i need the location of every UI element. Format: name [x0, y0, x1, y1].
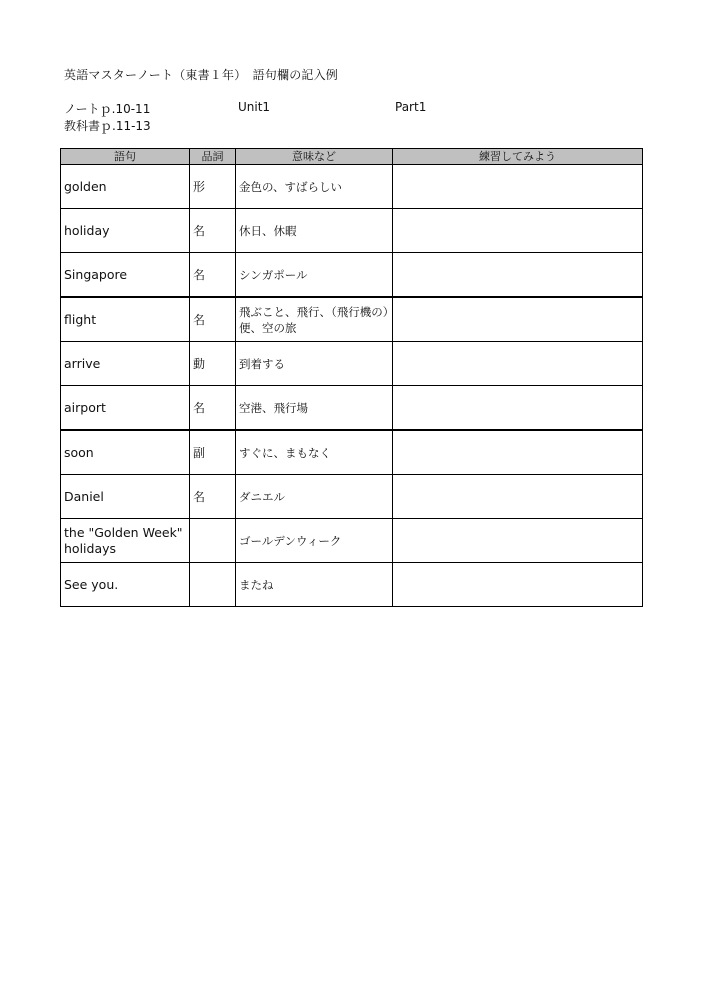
- practice-cell[interactable]: [393, 430, 643, 475]
- pos-cell: 名: [190, 386, 236, 431]
- word-cell: Singapore: [61, 253, 190, 298]
- table-row: [61, 475, 643, 519]
- pos-cell: 動: [190, 342, 236, 386]
- word-cell: See you.: [61, 563, 190, 607]
- part-label: Part1: [395, 100, 427, 114]
- meaning-cell: すぐに、まもなく: [236, 430, 393, 475]
- meaning-cell: 休日、休暇: [236, 209, 393, 253]
- word-cell: Daniel: [61, 475, 190, 519]
- practice-cell[interactable]: [393, 519, 643, 563]
- pos-cell: 名: [190, 253, 236, 298]
- pos-cell: 名: [190, 209, 236, 253]
- practice-cell[interactable]: [393, 253, 643, 298]
- practice-cell[interactable]: [393, 386, 643, 431]
- column-header-pos: 品詞: [190, 149, 236, 165]
- table-row: [61, 563, 643, 607]
- meaning-cell: ゴールデンウィーク: [236, 519, 393, 563]
- word-cell: golden: [61, 165, 190, 209]
- practice-cell[interactable]: [393, 342, 643, 386]
- column-header-meaning: 意味など: [236, 149, 393, 165]
- column-header-practice: 練習してみよう: [393, 149, 643, 165]
- pos-cell: [190, 519, 236, 563]
- page-title: 英語マスターノート（東書１年） 語句欄の記入例: [64, 68, 339, 82]
- vocabulary-table: [60, 148, 643, 607]
- word-cell: soon: [61, 430, 190, 475]
- practice-cell[interactable]: [393, 563, 643, 607]
- pos-cell: 副: [190, 430, 236, 475]
- meaning-cell: 飛ぶこと、飛行、（飛行機の）便、空の旅: [236, 297, 393, 342]
- pos-cell: [190, 563, 236, 607]
- word-cell: flight: [61, 297, 190, 342]
- table-row: [61, 253, 643, 298]
- meaning-cell: シンガポール: [236, 253, 393, 298]
- meaning-cell: またね: [236, 563, 393, 607]
- word-cell: airport: [61, 386, 190, 431]
- pos-cell: 名: [190, 475, 236, 519]
- table-row: [61, 297, 643, 342]
- meaning-cell: 金色の、すばらしい: [236, 165, 393, 209]
- table-row: [61, 519, 643, 563]
- practice-cell[interactable]: [393, 297, 643, 342]
- pos-cell: 名: [190, 297, 236, 342]
- pos-cell: 形: [190, 165, 236, 209]
- table-row: [61, 209, 643, 253]
- meaning-cell: 到着する: [236, 342, 393, 386]
- table-row: [61, 165, 643, 209]
- table-row: [61, 386, 643, 431]
- word-cell: the "Golden Week" holidays: [61, 519, 190, 563]
- word-cell: arrive: [61, 342, 190, 386]
- table-row: [61, 342, 643, 386]
- note-page-reference: ノートｐ.10-11: [64, 102, 151, 116]
- textbook-page-reference: 教科書ｐ.11-13: [64, 119, 151, 133]
- column-header-word: 語句: [61, 149, 190, 165]
- practice-cell[interactable]: [393, 475, 643, 519]
- table-row: [61, 430, 643, 475]
- practice-cell[interactable]: [393, 165, 643, 209]
- meaning-cell: 空港、飛行場: [236, 386, 393, 431]
- unit-label: Unit1: [238, 100, 271, 114]
- table-header-row: [61, 149, 643, 165]
- practice-cell[interactable]: [393, 209, 643, 253]
- meaning-cell: ダニエル: [236, 475, 393, 519]
- word-cell: holiday: [61, 209, 190, 253]
